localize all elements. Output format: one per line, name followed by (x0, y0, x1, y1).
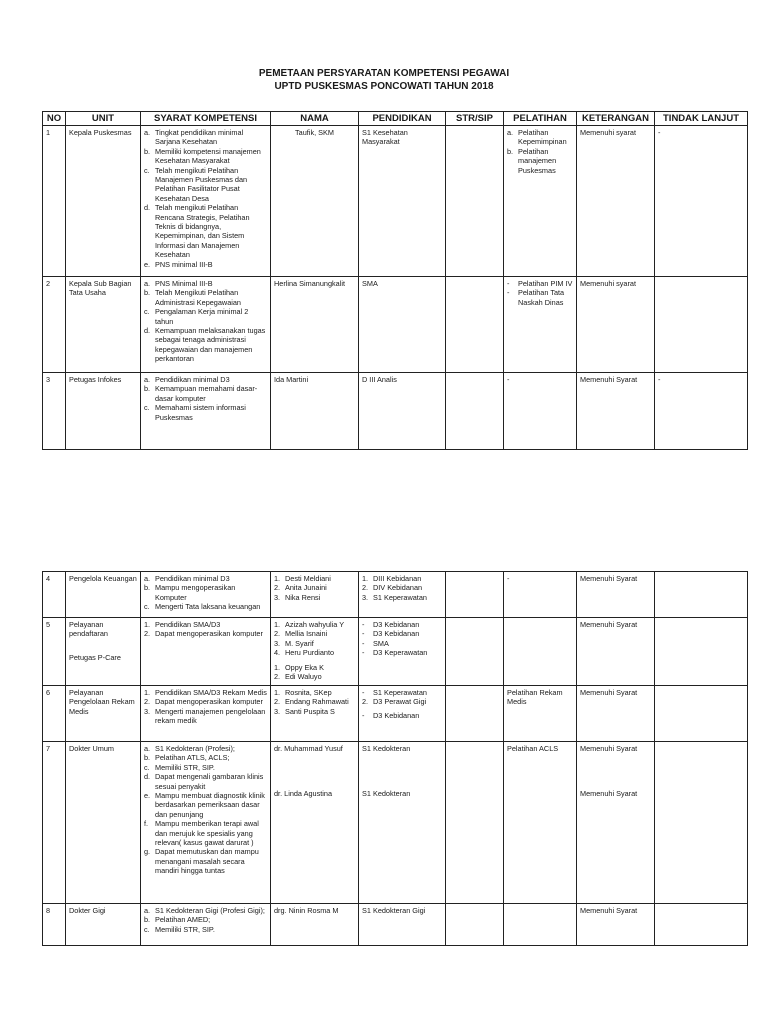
competency-table-part-1 (42, 111, 748, 450)
cell-syarat (141, 373, 271, 450)
cell-str-sip (446, 618, 504, 686)
nama-list (274, 620, 355, 658)
table-row (43, 126, 748, 277)
header-str-sip: STR/SIP (446, 112, 504, 126)
pendidikan-2: S1 Kedokteran (362, 789, 411, 799)
cell-nama: Ida Martini (271, 373, 359, 450)
nama-list-secondary (274, 663, 355, 682)
list-item: d. Dapat mengenali gambaran klinis sesuai penyakit (144, 772, 264, 791)
cell-keterangan: Memenuhi Syarat (577, 686, 655, 742)
header-pendidikan: PENDIDIKAN (359, 112, 446, 126)
cell-pelatihan: Pelatihan Rekam Medis (504, 686, 577, 742)
list-item: 2. Edi Waluyo (274, 672, 322, 682)
cell-pendidikan (359, 686, 446, 742)
list-item: - Pelatihan PIM IV (507, 279, 573, 288)
cell-nama (271, 572, 359, 618)
syarat-list (144, 574, 267, 612)
list-item: g. Dapat memutuskan dan mampu menangani masalah secara mandiri hingga tuntas (144, 847, 259, 876)
cell-no: 3 (43, 373, 66, 450)
list-item: 2. Dapat mengoperasikan komputer (144, 629, 263, 639)
list-item: 3. Santi Puspita S (274, 706, 335, 716)
list-item: - D3 Kebidanan (362, 710, 420, 720)
syarat-list (144, 744, 267, 876)
list-item: c. Memahami sistem informasi Puskesmas (144, 403, 246, 422)
list-item: b. Pelatihan manajemen Puskesmas (507, 146, 557, 175)
document-subtitle: UPTD PUSKESMAS PONCOWATI TAHUN 2018 (274, 81, 494, 92)
cell-pelatihan (504, 618, 577, 686)
cell-syarat (141, 277, 271, 373)
cell-str-sip (446, 742, 504, 904)
list-item: a. Pendidikan minimal D3 (144, 574, 230, 583)
cell-syarat (141, 572, 271, 618)
keterangan-1: Memenuhi Syarat (580, 744, 638, 753)
syarat-list (144, 688, 267, 726)
list-item: c. Memiliki STR, SIP. (144, 924, 215, 934)
list-item: a. S1 Kedokteran (Profesi); (144, 744, 235, 753)
list-item: 3. Mengerti manajemen pengelolaan rekam medik (144, 706, 266, 726)
cell-pendidikan (359, 618, 446, 686)
keterangan-2: Memenuhi Syarat (580, 789, 638, 799)
syarat-list (144, 906, 267, 934)
list-item: b. Kemampuan memahami dasar-dasar komputer (144, 384, 258, 403)
cell-pendidikan: D III Analis (359, 373, 446, 450)
list-item: - S1 Keperawatan (362, 688, 427, 697)
cell-pendidikan (359, 742, 446, 904)
list-item: 2. DIV Kebidanan (362, 583, 423, 593)
cell-str-sip (446, 572, 504, 618)
cell-no: 5 (43, 618, 66, 686)
cell-nama (271, 618, 359, 686)
cell-nama: drg. Ninin Rosma M (271, 904, 359, 946)
unit-label-secondary: Petugas P-Care (69, 652, 121, 662)
list-item: 3. S1 Keperawatan (362, 592, 427, 602)
table-row (43, 618, 748, 686)
document-title: PEMETAAN PERSYARATAN KOMPETENSI PEGAWAI (258, 68, 510, 79)
cell-syarat (141, 686, 271, 742)
list-item: 1. Azizah wahyulia Y (274, 620, 345, 629)
cell-nama: Taufik, SKM (271, 126, 359, 277)
pendidikan-list (362, 620, 442, 658)
list-item: a. S1 Kedokteran Gigi (Profesi Gigi); (144, 906, 265, 915)
list-item: a. Tingkat pendidikan minimal Sarjana Kesehatan (144, 128, 244, 147)
cell-pelatihan: Pelatihan ACLS (504, 742, 577, 904)
syarat-list (144, 375, 267, 422)
header-tindak-lanjut: TINDAK LANJUT (655, 112, 748, 126)
cell-keterangan: Memenuhi Syarat (577, 572, 655, 618)
header-no: NO (43, 112, 66, 126)
list-item: 2. Mellia Isnaini (274, 629, 328, 639)
cell-syarat (141, 742, 271, 904)
cell-tindak-lanjut (655, 618, 748, 686)
cell-pelatihan: - (504, 373, 577, 450)
cell-nama: Herlina Simanungkalit (271, 277, 359, 373)
cell-pendidikan (359, 572, 446, 618)
list-item: e. Mampu membuat diagnostik klinik berdasarkan pemeriksaan dasar dan penunjang (144, 791, 265, 819)
cell-tindak-lanjut: - (655, 373, 748, 450)
cell-syarat (141, 126, 271, 277)
cell-syarat (141, 904, 271, 946)
table-row (43, 742, 748, 904)
list-item: e. PNS minimal III-B (144, 259, 213, 269)
cell-tindak-lanjut (655, 277, 748, 373)
list-item: b. Memiliki kompetensi manajemen Kesehatan Masyarakat (144, 146, 261, 166)
header-unit: UNIT (66, 112, 141, 126)
cell-pendidikan: S1 Kedokteran Gigi (359, 904, 446, 946)
cell-str-sip (446, 126, 504, 277)
cell-unit: Dokter Umum (66, 742, 141, 904)
cell-keterangan: Memenuhi Syarat (577, 904, 655, 946)
cell-pendidikan: SMA (359, 277, 446, 373)
list-item: b. Telah Mengikuti Pelatihan Administrasi Kepegawaian (144, 288, 241, 307)
list-item: c. Telah mengikuti Pelatihan Manajemen Puskesmas dan Pelatihan Fasilitator Pusat Kesehatan Desa (144, 165, 248, 203)
list-item: 1. Rosnita, SKep (274, 688, 332, 697)
header-keterangan: KETERANGAN (577, 112, 655, 126)
list-item: - D3 Kebidanan (362, 629, 420, 639)
table-row (43, 277, 748, 373)
cell-pelatihan: - (504, 572, 577, 618)
table-row (43, 904, 748, 946)
list-item: - Pelatihan Tata Naskah Dinas (507, 288, 565, 307)
list-item: 4. Heru Purdianto (274, 648, 335, 658)
cell-keterangan: Memenuhi Syarat (577, 618, 655, 686)
list-item: b. Mampu mengoperasikan Komputer (144, 583, 236, 602)
cell-tindak-lanjut (655, 686, 748, 742)
pelatihan-list (507, 128, 573, 175)
cell-tindak-lanjut: - (655, 126, 748, 277)
list-item: 2. Anita Junaini (274, 583, 327, 593)
cell-pendidikan: S1 Kesehatan Masyarakat (359, 126, 446, 277)
list-item: 2. D3 Perawat Gigi (362, 697, 427, 707)
list-item: 1. Pendidikan SMA/D3 Rekam Medis (144, 688, 267, 697)
cell-tindak-lanjut (655, 742, 748, 904)
list-item: d. Kemampuan melaksanakan tugas sebagai tenaga administrasi kepegawaian dan manajemen perkantoran (144, 326, 266, 364)
list-item: c. Pengalaman Kerja minimal 2 tahun (144, 307, 249, 326)
syarat-list (144, 620, 267, 639)
cell-nama (271, 742, 359, 904)
cell-unit: Petugas Infokes (66, 373, 141, 450)
cell-syarat (141, 618, 271, 686)
list-item: 1. Desti Meldiani (274, 574, 331, 583)
table-header-row (43, 112, 748, 126)
pendidikan-list (362, 688, 442, 720)
pelatihan-list (507, 279, 573, 307)
cell-keterangan: Memenuhi syarat (577, 277, 655, 373)
cell-nama (271, 686, 359, 742)
cell-no: 8 (43, 904, 66, 946)
cell-keterangan: Memenuhi Syarat (577, 373, 655, 450)
nama-list (274, 688, 355, 716)
cell-no: 4 (43, 572, 66, 618)
header-syarat-kompetensi: SYARAT KOMPETENSI (141, 112, 271, 126)
cell-str-sip (446, 373, 504, 450)
cell-no: 7 (43, 742, 66, 904)
list-item: c. Mengerti Tata laksana keuangan (144, 602, 261, 612)
pendidikan-1: S1 Kedokteran (362, 744, 411, 753)
doctor-name-2: dr. Linda Agustina (274, 789, 333, 799)
cell-unit (66, 618, 141, 686)
cell-unit: Pelayanan Pengelolaan Rekam Medis (66, 686, 141, 742)
list-item: a. Pelatihan Kepemimpinan (507, 128, 567, 147)
list-item: d. Telah mengikuti Pelatihan Rencana Strategis, Pelatihan Teknis di bidangnya, Kepemimpinan, dan Sistem Informasi dan Manajemen Kesehatan (144, 203, 250, 260)
syarat-list (144, 128, 267, 269)
list-item: 2. Endang Rahmawati (274, 697, 349, 707)
cell-pelatihan (504, 904, 577, 946)
nama-list (274, 574, 355, 602)
cell-keterangan: Memenuhi syarat (577, 126, 655, 277)
cell-no: 2 (43, 277, 66, 373)
cell-str-sip (446, 686, 504, 742)
table-row (43, 373, 748, 450)
list-item: - D3 Kebidanan (362, 620, 420, 629)
header-nama: NAMA (271, 112, 359, 126)
list-item: a. PNS Minimal III-B (144, 279, 213, 288)
doctor-name-1: dr. Muhammad Yusuf (274, 744, 343, 753)
table-row (43, 572, 748, 618)
cell-unit: Pengelola Keuangan (66, 572, 141, 618)
list-item: b. Pelatihan AMED; (144, 915, 211, 925)
cell-pelatihan (504, 277, 577, 373)
list-item: - D3 Keperawatan (362, 648, 428, 658)
cell-no: 1 (43, 126, 66, 277)
list-item: b. Pelatihan ATLS, ACLS; (144, 753, 230, 763)
list-item: 3. M. Syarif (274, 638, 314, 648)
cell-str-sip (446, 277, 504, 373)
list-item: - SMA (362, 638, 389, 648)
list-item: 1. DIII Kebidanan (362, 574, 422, 583)
cell-unit: Kepala Puskesmas (66, 126, 141, 277)
cell-pelatihan (504, 126, 577, 277)
cell-unit: Dokter Gigi (66, 904, 141, 946)
cell-unit: Kepala Sub Bagian Tata Usaha (66, 277, 141, 373)
list-item: 2. Dapat mengoperasikan komputer (144, 697, 263, 707)
list-item: 1. Pendidikan SMA/D3 (144, 620, 221, 629)
competency-table-part-2 (42, 571, 748, 946)
unit-label: Pelayanan pendaftaran (69, 620, 108, 639)
list-item: c. Memiliki STR, SIP. (144, 762, 215, 772)
list-item: 1. Oppy Eka K (274, 662, 324, 672)
cell-str-sip (446, 904, 504, 946)
cell-tindak-lanjut (655, 572, 748, 618)
header-pelatihan: PELATIHAN (504, 112, 577, 126)
pendidikan-list (362, 574, 442, 602)
cell-no: 6 (43, 686, 66, 742)
cell-tindak-lanjut (655, 904, 748, 946)
list-item: a. Pendidikan minimal D3 (144, 375, 230, 384)
cell-keterangan (577, 742, 655, 904)
syarat-list (144, 279, 267, 364)
list-item: 3. Nika Rensi (274, 592, 321, 602)
list-item: f. Mampu memberikan terapi awal dan merujuk ke spesialis yang relevan( kasus gawat darurat ) (144, 819, 259, 848)
table-row (43, 686, 748, 742)
